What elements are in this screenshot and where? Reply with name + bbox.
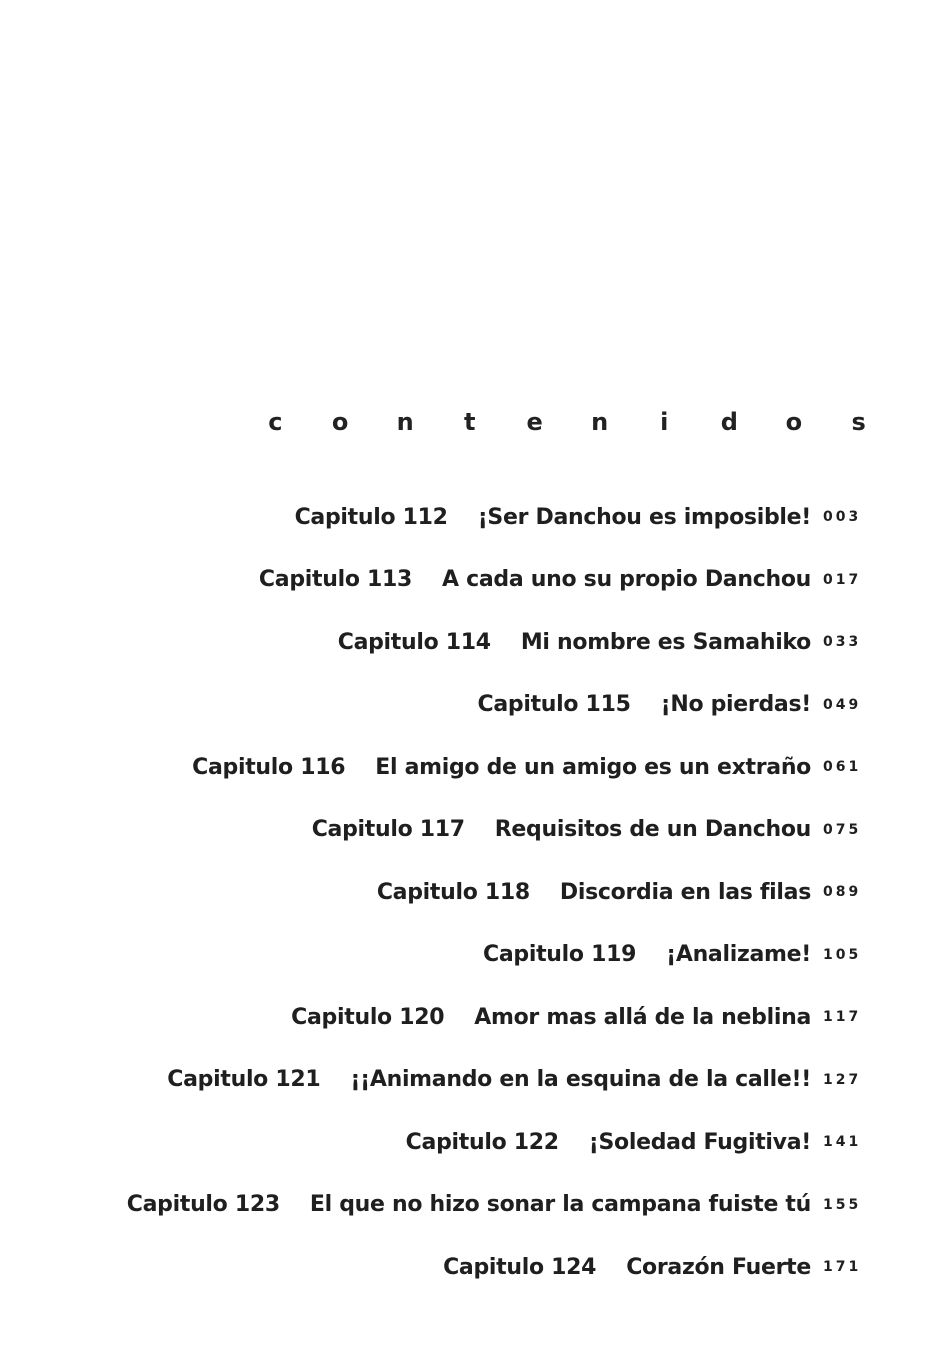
contents-heading <box>267 408 867 436</box>
chapter-number: Capitulo 123 <box>126 1192 280 1218</box>
chapter-title: Corazón Fuerte <box>626 1254 811 1280</box>
chapter-title: Discordia en las filas <box>559 879 811 905</box>
chapter-title: ¡No pierdas! <box>660 692 811 718</box>
heading-letter: t <box>464 408 476 436</box>
chapter-title: El que no hizo sonar la campana fuiste tú <box>309 1192 811 1218</box>
heading-letter: n <box>591 408 609 436</box>
page-number: 089 <box>823 884 862 901</box>
chapter-title: El amigo de un amigo es un extraño <box>375 754 811 780</box>
chapter-title: A cada uno su propio Danchou <box>442 567 811 593</box>
chapter-number: Capitulo 113 <box>258 567 413 593</box>
chapter-number: Capitulo 120 <box>291 1004 445 1030</box>
toc-entry <box>73 1049 873 1112</box>
chapter-number: Capitulo 124 <box>443 1254 597 1280</box>
toc-entry <box>73 799 873 862</box>
page-number: 033 <box>823 634 862 651</box>
toc-entry <box>73 611 873 674</box>
chapter-number: Capitulo 119 <box>483 942 637 968</box>
chapter-number: Capitulo 121 <box>167 1067 321 1093</box>
heading-letter: s <box>851 408 866 436</box>
heading-letter: e <box>526 408 543 436</box>
page-number: 155 <box>823 1196 862 1213</box>
toc-entry <box>73 1236 873 1299</box>
chapter-title: Requisitos de un Danchou <box>494 817 811 843</box>
heading-letter: o <box>785 408 803 436</box>
heading-letter: o <box>331 408 349 436</box>
chapter-number: Capitulo 115 <box>477 692 631 718</box>
toc-entry <box>73 986 873 1049</box>
page-number: 061 <box>823 759 862 776</box>
page-number: 049 <box>823 696 862 713</box>
chapter-number: Capitulo 112 <box>294 504 448 530</box>
chapter-number: Capitulo 117 <box>311 817 465 843</box>
chapter-number: Capitulo 116 <box>192 754 346 780</box>
chapter-title: ¡Soledad Fugitiva! <box>588 1129 811 1155</box>
page-number: 075 <box>823 821 862 838</box>
chapter-number: Capitulo 114 <box>337 629 491 655</box>
table-of-contents <box>73 486 873 1299</box>
toc-entry <box>73 924 873 987</box>
chapter-number: Capitulo 118 <box>376 879 530 905</box>
heading-letter: c <box>268 408 283 436</box>
toc-entry <box>73 736 873 799</box>
heading-letter: i <box>660 408 669 436</box>
page-number: 141 <box>823 1134 862 1151</box>
heading-letter: n <box>396 408 414 436</box>
page-number: 017 <box>823 571 862 588</box>
heading-letter: d <box>720 408 738 436</box>
chapter-number: Capitulo 122 <box>405 1129 559 1155</box>
toc-entry <box>73 486 873 549</box>
chapter-title: Mi nombre es Samahiko <box>520 629 811 655</box>
chapter-title: ¡Analizame! <box>666 942 811 968</box>
toc-entry <box>73 861 873 924</box>
toc-entry <box>73 549 873 612</box>
page-number: 105 <box>823 946 862 963</box>
page-number: 127 <box>823 1071 862 1088</box>
page-number: 003 <box>823 509 862 526</box>
toc-entry <box>73 674 873 737</box>
toc-entry <box>73 1174 873 1237</box>
chapter-title: Amor mas allá de la neblina <box>474 1004 811 1030</box>
page-number: 117 <box>823 1009 862 1026</box>
toc-entry <box>73 1111 873 1174</box>
chapter-title: ¡Ser Danchou es imposible! <box>477 504 811 530</box>
chapter-title: ¡¡Animando en la esquina de la calle!! <box>350 1067 811 1093</box>
page-number: 171 <box>823 1259 862 1276</box>
